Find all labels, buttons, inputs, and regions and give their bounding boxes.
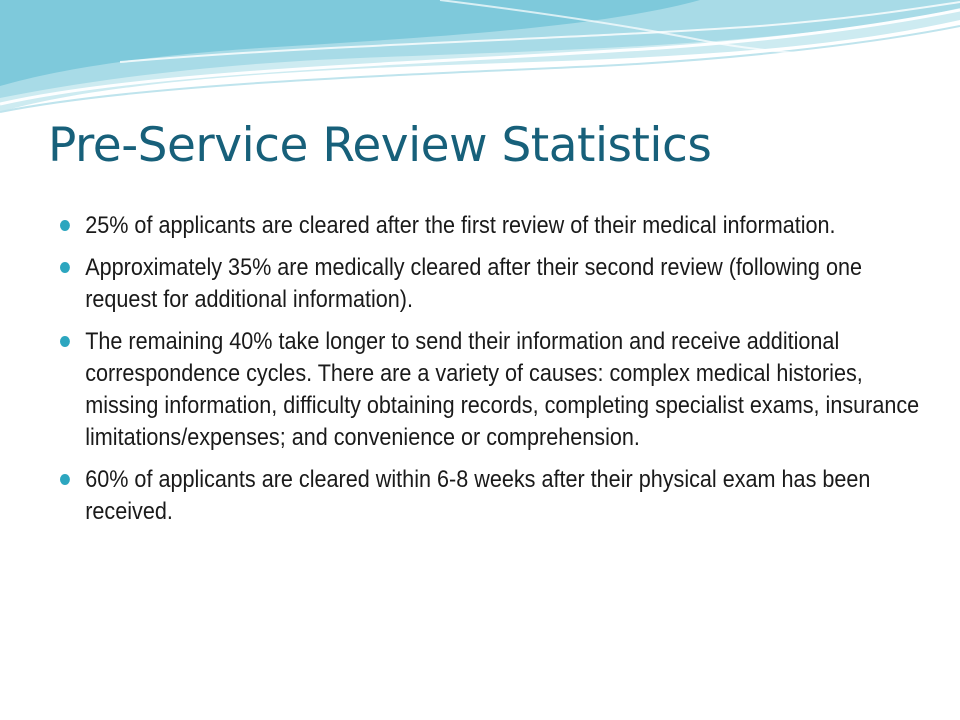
decorative-wave-header	[0, 0, 960, 120]
bullet-dot-icon	[60, 262, 70, 273]
bullet-text: 25% of applicants are cleared after the first review of their medical information.	[85, 212, 836, 239]
slide-title: Pre-Service Review Statistics	[48, 118, 712, 173]
bullet-text: 60% of applicants are cleared within 6-8 weeks after their physical exam has been received.	[85, 466, 871, 525]
bullet-list	[60, 210, 920, 538]
bullet-dot-icon	[60, 220, 70, 231]
bullet-dot-icon	[60, 474, 70, 485]
bullet-text: The remaining 40% take longer to send their information and receive additional correspondence cycles. There are a variety of causes: complex medical histories, missing information, difficulty obtaining records, completing specialist exams, insurance limitations/expenses; and convenience or comprehension.	[85, 328, 920, 451]
bullet-item	[60, 326, 922, 454]
bullet-dot-icon	[60, 336, 70, 347]
bullet-item	[60, 464, 922, 528]
bullet-item	[60, 210, 922, 242]
bullet-text: Approximately 35% are medically cleared after their second review (following one request for additional information).	[85, 254, 862, 313]
bullet-item	[60, 252, 922, 316]
